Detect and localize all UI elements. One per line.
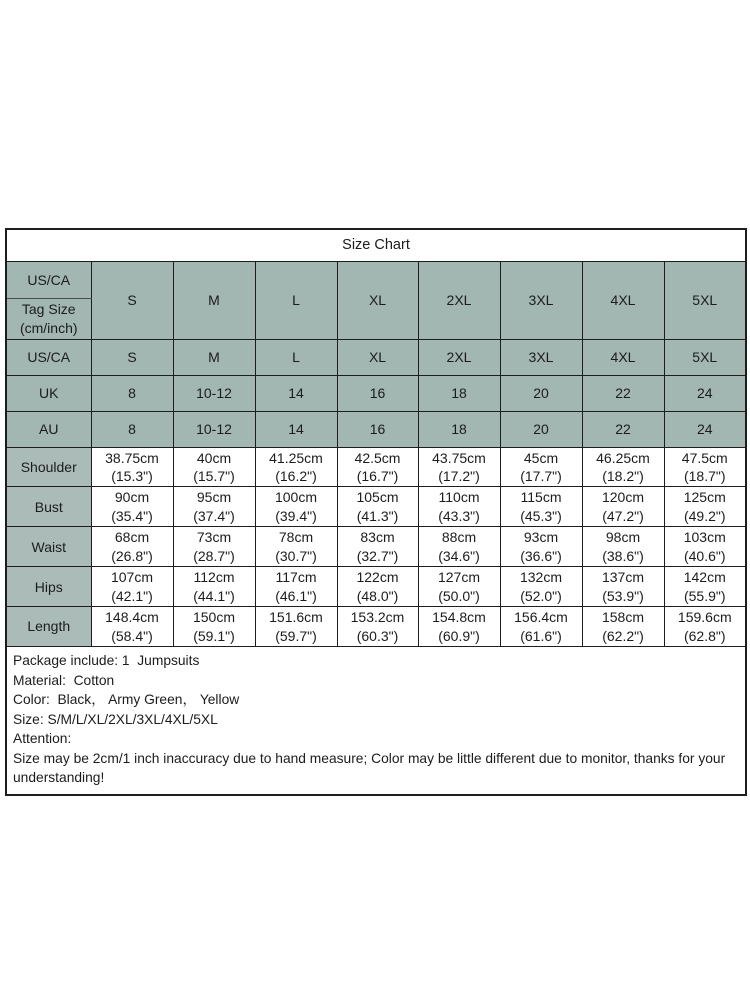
- measurement-cell: 107cm (42.1"): [91, 567, 173, 607]
- size-header-2xl: 2XL: [418, 261, 500, 339]
- measurement-cell: 73cm (28.7"): [173, 527, 255, 567]
- measurement-cell: 40cm (15.7"): [173, 447, 255, 487]
- size-chart-sheet: [5, 228, 745, 796]
- measurement-cell: 78cm (30.7"): [255, 527, 337, 567]
- measurement-cell: 110cm (43.3"): [418, 487, 500, 527]
- uk-value: 10-12: [173, 375, 255, 411]
- au-value: 8: [91, 411, 173, 447]
- measurement-cell: 117cm (46.1"): [255, 567, 337, 607]
- uk-value: 18: [418, 375, 500, 411]
- row-label-bust: Bust: [6, 487, 91, 527]
- measurement-cell: 159.6cm (62.8"): [664, 607, 746, 647]
- measurement-cell: 105cm (41.3"): [337, 487, 418, 527]
- measurement-cell: 125cm (49.2"): [664, 487, 746, 527]
- uk-value: 22: [582, 375, 664, 411]
- measurement-row-bust: [6, 487, 746, 527]
- measurement-cell: 127cm (50.0"): [418, 567, 500, 607]
- row-label-uk: UK: [6, 375, 91, 411]
- header-row-top: [6, 261, 746, 298]
- measurement-cell: 120cm (47.2"): [582, 487, 664, 527]
- tag-size-line1: Tag Size: [21, 301, 76, 318]
- measurement-cell: 90cm (35.4"): [91, 487, 173, 527]
- measurement-cell: 151.6cm (59.7"): [255, 607, 337, 647]
- au-value: 22: [582, 411, 664, 447]
- size-header-s: S: [91, 261, 173, 339]
- au-value: 16: [337, 411, 418, 447]
- product-notes: [6, 647, 746, 795]
- tag-size-line2: (cm/inch): [19, 319, 78, 336]
- measurement-cell: 115cm (45.3"): [500, 487, 582, 527]
- note-material: Material: Cotton: [13, 672, 115, 688]
- uk-value: 20: [500, 375, 582, 411]
- size-header-4xl: 4XL: [582, 261, 664, 339]
- au-value: 10-12: [173, 411, 255, 447]
- row-label-waist: Waist: [6, 527, 91, 567]
- au-value: 20: [500, 411, 582, 447]
- row-label-hips: Hips: [6, 567, 91, 607]
- usca-value: 4XL: [582, 339, 664, 375]
- row-label-shoulder: Shoulder: [6, 447, 91, 487]
- usca-value: 2XL: [418, 339, 500, 375]
- measurement-cell: 148.4cm (58.4"): [91, 607, 173, 647]
- measurement-cell: 93cm (36.6"): [500, 527, 582, 567]
- row-label-length: Length: [6, 607, 91, 647]
- measurement-cell: 132cm (52.0"): [500, 567, 582, 607]
- measurement-cell: 68cm (26.8"): [91, 527, 173, 567]
- measurement-cell: 112cm (44.1"): [173, 567, 255, 607]
- measurement-cell: 150cm (59.1"): [173, 607, 255, 647]
- measurement-cell: 42.5cm (16.7"): [337, 447, 418, 487]
- measurement-cell: 45cm (17.7"): [500, 447, 582, 487]
- conversion-row-uk: [6, 375, 746, 411]
- measurement-cell: 83cm (32.7"): [337, 527, 418, 567]
- notes-row: [6, 647, 746, 795]
- measurement-row-length: [6, 607, 746, 647]
- measurement-cell: 38.75cm (15.3"): [91, 447, 173, 487]
- measurement-cell: 95cm (37.4"): [173, 487, 255, 527]
- au-value: 24: [664, 411, 746, 447]
- conversion-row-usca: [6, 339, 746, 375]
- uk-value: 24: [664, 375, 746, 411]
- measurement-cell: 122cm (48.0"): [337, 567, 418, 607]
- size-header-xl: XL: [337, 261, 418, 339]
- uk-value: 14: [255, 375, 337, 411]
- measurement-row-waist: [6, 527, 746, 567]
- note-attention-label: Attention:: [13, 731, 72, 747]
- uk-value: 16: [337, 375, 418, 411]
- corner-us-ca-label: US/CA: [6, 261, 91, 298]
- measurement-row-shoulder: [6, 447, 746, 487]
- measurement-cell: 43.75cm (17.2"): [418, 447, 500, 487]
- corner-tag-size-label: [6, 298, 91, 339]
- usca-value: 3XL: [500, 339, 582, 375]
- measurement-cell: 153.2cm (60.3"): [337, 607, 418, 647]
- table-title: Size Chart: [6, 229, 746, 261]
- measurement-cell: 137cm (53.9"): [582, 567, 664, 607]
- au-value: 14: [255, 411, 337, 447]
- au-value: 18: [418, 411, 500, 447]
- size-header-3xl: 3XL: [500, 261, 582, 339]
- size-header-5xl: 5XL: [664, 261, 746, 339]
- measurement-cell: 46.25cm (18.2"): [582, 447, 664, 487]
- measurement-cell: 47.5cm (18.7"): [664, 447, 746, 487]
- usca-value: XL: [337, 339, 418, 375]
- measurement-cell: 103cm (40.6"): [664, 527, 746, 567]
- title-row: [6, 229, 746, 261]
- size-header-m: M: [173, 261, 255, 339]
- measurement-cell: 41.25cm (16.2"): [255, 447, 337, 487]
- conversion-row-au: [6, 411, 746, 447]
- note-attention-text: Size may be 2cm/1 inch inaccuracy due to hand measure; Color may be little different due to monitor, thanks for your understanding!: [13, 750, 730, 786]
- measurement-cell: 158cm (62.2"): [582, 607, 664, 647]
- uk-value: 8: [91, 375, 173, 411]
- size-chart-table: [5, 228, 747, 796]
- usca-value: 5XL: [664, 339, 746, 375]
- measurement-cell: 88cm (34.6"): [418, 527, 500, 567]
- measurement-cell: 98cm (38.6"): [582, 527, 664, 567]
- usca-value: M: [173, 339, 255, 375]
- row-label-usca: US/CA: [6, 339, 91, 375]
- measurement-cell: 156.4cm (61.6"): [500, 607, 582, 647]
- usca-value: S: [91, 339, 173, 375]
- size-header-l: L: [255, 261, 337, 339]
- usca-value: L: [255, 339, 337, 375]
- note-package: Package include: 1 Jumpsuits: [13, 653, 200, 669]
- measurement-row-hips: [6, 567, 746, 607]
- note-size: Size: S/M/L/XL/2XL/3XL/4XL/5XL: [13, 711, 218, 727]
- row-label-au: AU: [6, 411, 91, 447]
- measurement-cell: 142cm (55.9"): [664, 567, 746, 607]
- measurement-cell: 154.8cm (60.9"): [418, 607, 500, 647]
- note-color: Color: Black， Army Green， Yellow: [13, 692, 240, 708]
- measurement-cell: 100cm (39.4"): [255, 487, 337, 527]
